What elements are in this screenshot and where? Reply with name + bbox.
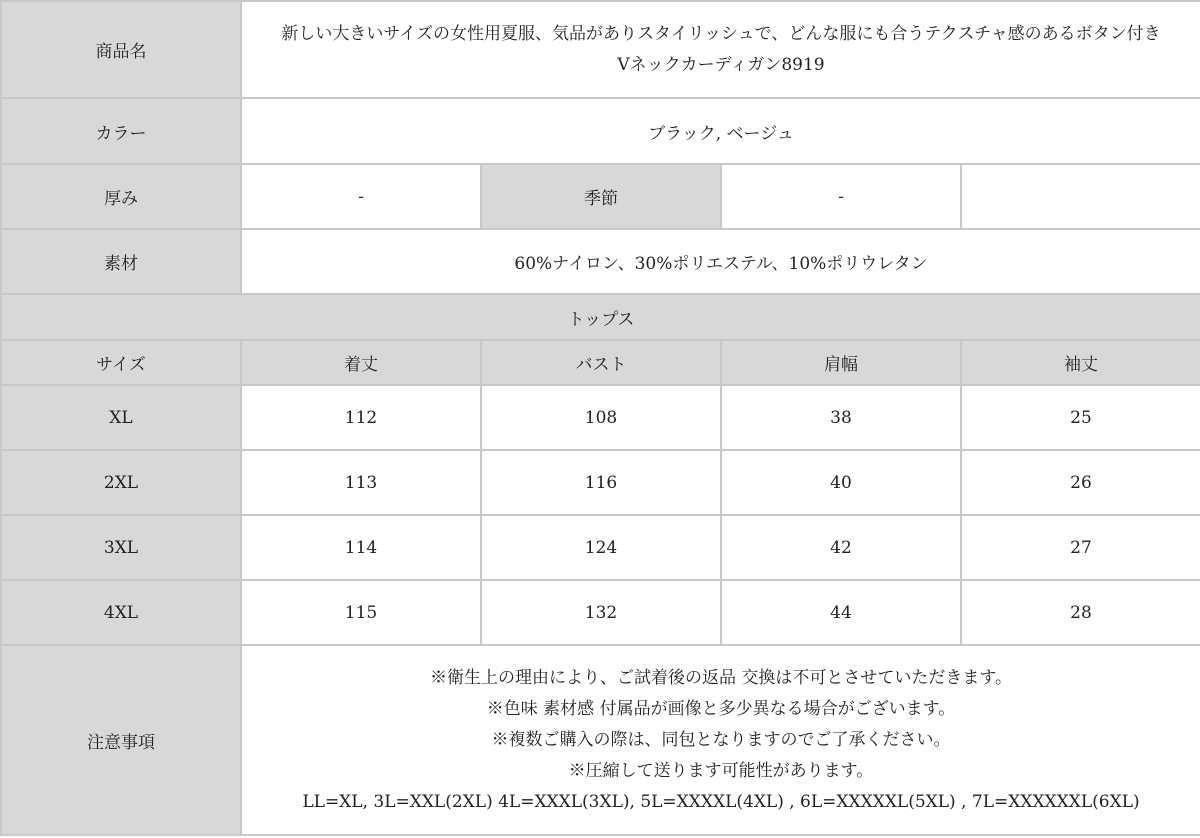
product-name-row [1, 1, 1200, 98]
note-line: ※色味 素材感 付属品が画像と多少異なる場合がございます。 [486, 698, 956, 719]
notes-value [241, 645, 1200, 835]
length-cell: 112 [241, 385, 481, 450]
size-cell: 2XL [1, 450, 241, 515]
thickness-label: 厚み [1, 164, 241, 229]
length-cell: 113 [241, 450, 481, 515]
thickness-season-row [1, 164, 1200, 229]
sleeve-cell: 28 [961, 580, 1200, 645]
shoulder-cell: 38 [721, 385, 961, 450]
material-label: 素材 [1, 229, 241, 294]
size-header-bust: バスト [481, 340, 721, 385]
note-line: ※複数ご購入の際は、同包となりますのでご了承ください。 [491, 729, 951, 750]
size-conversion-line: LL=XL, 3L=XXL(2XL) 4L=XXXL(3XL), 5L=XXXXL(4XL) , 6L=XXXXXL(5XL) , 7L=XXXXXXL(6XL) [302, 791, 1140, 812]
sleeve-cell: 27 [961, 515, 1200, 580]
size-row [1, 385, 1200, 450]
size-header-row [1, 340, 1200, 385]
length-cell: 115 [241, 580, 481, 645]
bust-cell: 116 [481, 450, 721, 515]
size-row [1, 515, 1200, 580]
sleeve-cell: 26 [961, 450, 1200, 515]
note-line: ※圧縮して送ります可能性があります。 [568, 760, 874, 781]
size-header-size: サイズ [1, 340, 241, 385]
shoulder-cell: 40 [721, 450, 961, 515]
size-header-length: 着丈 [241, 340, 481, 385]
product-name-label: 商品名 [1, 1, 241, 98]
product-name-value [241, 1, 1200, 98]
size-cell: 3XL [1, 515, 241, 580]
size-row [1, 450, 1200, 515]
product-name-line-1: 新しい大きいサイズの女性用夏服、気品がありスタイリッシュで、どんな服にも合うテクスチャ感のあるボタン付き [281, 23, 1161, 44]
shoulder-cell: 42 [721, 515, 961, 580]
bust-cell: 124 [481, 515, 721, 580]
size-header-sleeve: 袖丈 [961, 340, 1200, 385]
color-value: ブラック, ベージュ [241, 98, 1200, 164]
notes-label: 注意事項 [1, 645, 241, 835]
size-section-title: トップス [1, 294, 1200, 340]
note-line: ※衛生上の理由により、ご試着後の返品 交換は不可とさせていただきます。 [429, 667, 1013, 688]
notes-row [1, 645, 1200, 835]
sleeve-cell: 25 [961, 385, 1200, 450]
bust-cell: 132 [481, 580, 721, 645]
season-value: - [721, 164, 961, 229]
size-row [1, 580, 1200, 645]
empty-cell [961, 164, 1200, 229]
thickness-value: - [241, 164, 481, 229]
color-label: カラー [1, 98, 241, 164]
size-section-title-row [1, 294, 1200, 340]
size-cell: 4XL [1, 580, 241, 645]
shoulder-cell: 44 [721, 580, 961, 645]
material-value: 60%ナイロン、30%ポリエステル、10%ポリウレタン [241, 229, 1200, 294]
color-row [1, 98, 1200, 164]
season-label: 季節 [481, 164, 721, 229]
size-header-shoulder: 肩幅 [721, 340, 961, 385]
length-cell: 114 [241, 515, 481, 580]
bust-cell: 108 [481, 385, 721, 450]
size-cell: XL [1, 385, 241, 450]
product-name-line-2: Vネックカーディガン8919 [617, 54, 825, 75]
material-row [1, 229, 1200, 294]
